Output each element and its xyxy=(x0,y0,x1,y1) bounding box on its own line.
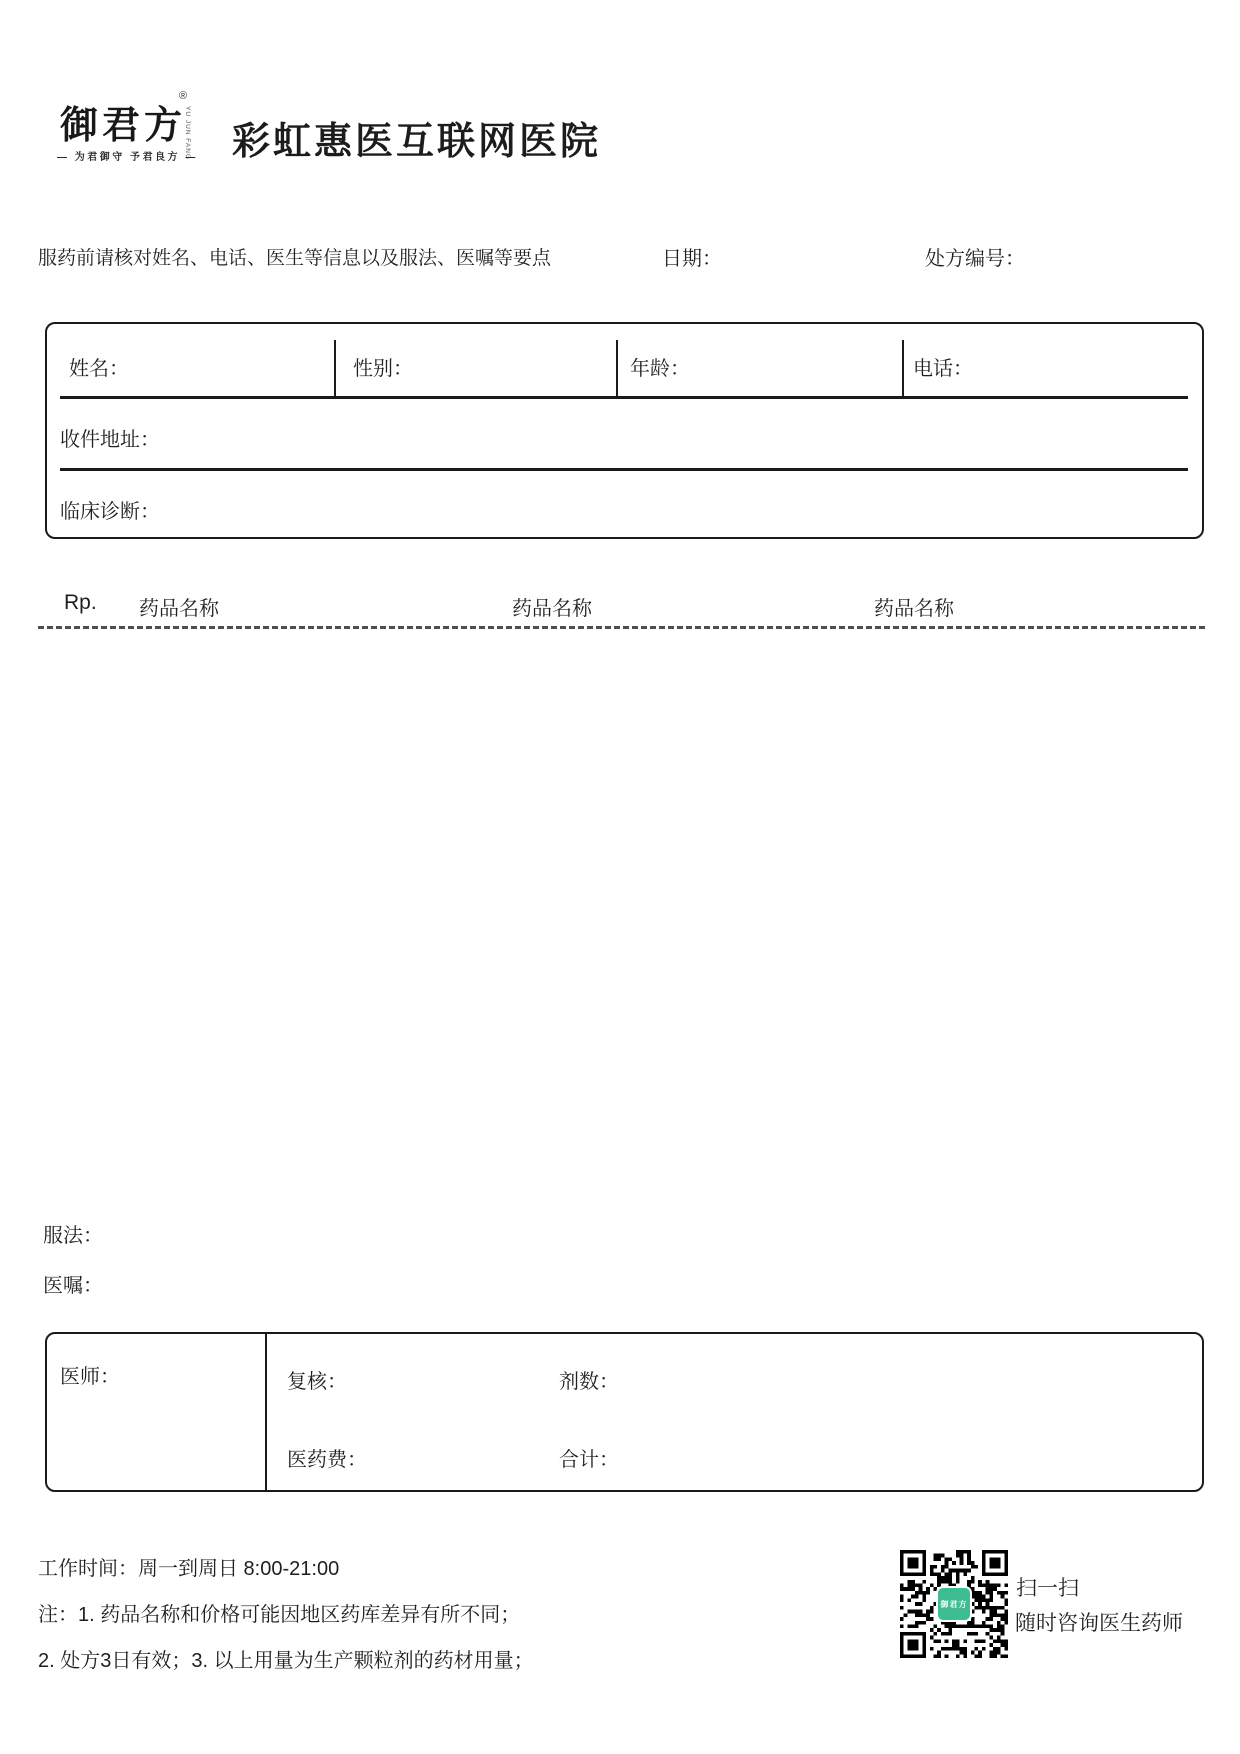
rp-label: Rp. xyxy=(64,591,97,614)
verification-notice: 服药前请核对姓名、电话、医生等信息以及服法、医嘱等要点 xyxy=(38,248,552,269)
drug-name-column-header: 药品名称 xyxy=(874,598,954,620)
cell-divider xyxy=(334,340,336,398)
date-label: 日期： xyxy=(662,248,722,270)
patient-name-label: 姓名： xyxy=(69,358,129,380)
qr-center-logo: 御君方 xyxy=(936,1586,972,1622)
signoff-box xyxy=(45,1332,1204,1492)
physician-label: 医师： xyxy=(60,1366,120,1388)
patient-gender-label: 性别： xyxy=(353,358,413,380)
usage-label: 服法： xyxy=(43,1225,103,1247)
total-label: 合计： xyxy=(559,1449,619,1471)
footer-note-line2: 2. 处方3日有效；3. 以上用量为生产颗粒剂的药材用量； xyxy=(38,1650,534,1672)
cell-divider xyxy=(616,340,618,398)
dashed-separator xyxy=(38,626,1205,629)
clinical-diagnosis-label: 临床诊断： xyxy=(60,501,160,523)
rx-number-label: 处方编号： xyxy=(925,248,1025,270)
row-separator xyxy=(60,468,1188,471)
footer-note-line1: 注：1. 药品名称和价格可能因地区药库差异有所不同； xyxy=(38,1604,521,1626)
cell-divider xyxy=(265,1334,267,1490)
brand-logo: 御君方 xyxy=(60,102,187,147)
review-label: 复核： xyxy=(287,1371,347,1393)
shipping-address-label: 收件地址： xyxy=(60,429,160,451)
patient-age-label: 年龄： xyxy=(630,358,690,380)
brand-logo-pinyin: YU JUN FANG xyxy=(184,106,191,160)
doctor-advice-label: 医嘱： xyxy=(43,1275,103,1297)
registered-trademark-icon: ® xyxy=(179,90,188,102)
scan-prompt-subtitle: 随时咨询医生药师 xyxy=(1015,1612,1183,1635)
qr-code xyxy=(900,1550,1008,1658)
row-separator xyxy=(60,396,1188,399)
drug-name-column-header: 药品名称 xyxy=(139,598,219,620)
dose-count-label: 剂数： xyxy=(559,1371,619,1393)
patient-info-box xyxy=(45,322,1204,539)
hospital-name-title: 彩虹惠医互联网医院 xyxy=(232,121,602,163)
scan-prompt-title: 扫一扫 xyxy=(1016,1577,1079,1600)
drug-name-column-header: 药品名称 xyxy=(512,598,592,620)
brand-tagline: — 为君御守 予君良方 — xyxy=(57,152,198,163)
cell-divider xyxy=(902,340,904,398)
working-hours-text: 工作时间：周一到周日 8:00-21:00 xyxy=(38,1558,340,1580)
patient-phone-label: 电话： xyxy=(913,358,973,380)
medicine-fee-label: 医药费： xyxy=(287,1449,367,1471)
